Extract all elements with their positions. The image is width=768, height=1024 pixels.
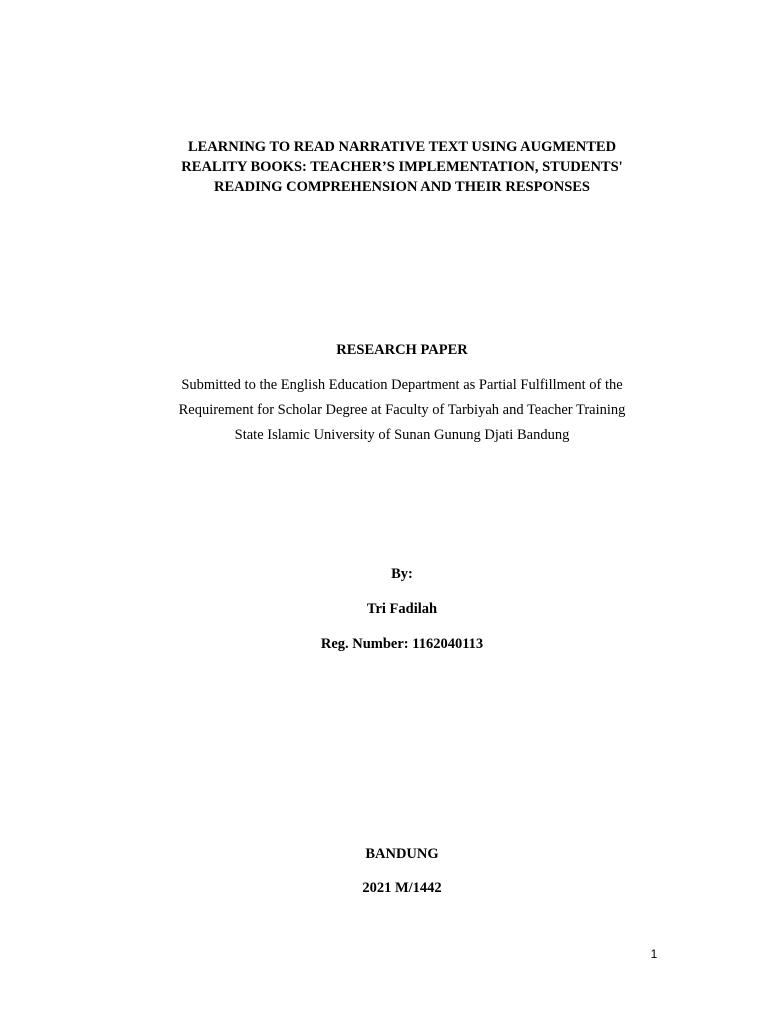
paper-title-line: REALITY BOOKS: TEACHER’S IMPLEMENTATION, STUDENTS' [181,159,623,175]
paper-title-line: LEARNING TO READ NARRATIVE TEXT USING AUGMENTED [187,139,617,155]
submission-line: Requirement for Scholar Degree at Faculty of Tarbiyah and Teacher Training [178,402,626,418]
document-type-heading: RESEARCH PAPER [336,342,468,358]
registration-number: Reg. Number: 1162040113 [320,636,484,652]
submission-line: Submitted to the English Education Department as Partial Fulfillment of the [181,377,623,393]
city-name: BANDUNG [365,846,439,862]
submission-statement [100,373,704,448]
by-label: By: [391,566,413,582]
year-label: 2021 M/1442 [362,880,442,896]
submission-line: State Islamic University of Sunan Gunung Djati Bandung [234,427,570,443]
paper-title-line: READING COMPREHENSION AND THEIR RESPONSES [214,179,590,195]
page-number: 1 [650,947,658,961]
paper-title [100,137,704,197]
author-name: Tri Fadilah [366,601,438,617]
